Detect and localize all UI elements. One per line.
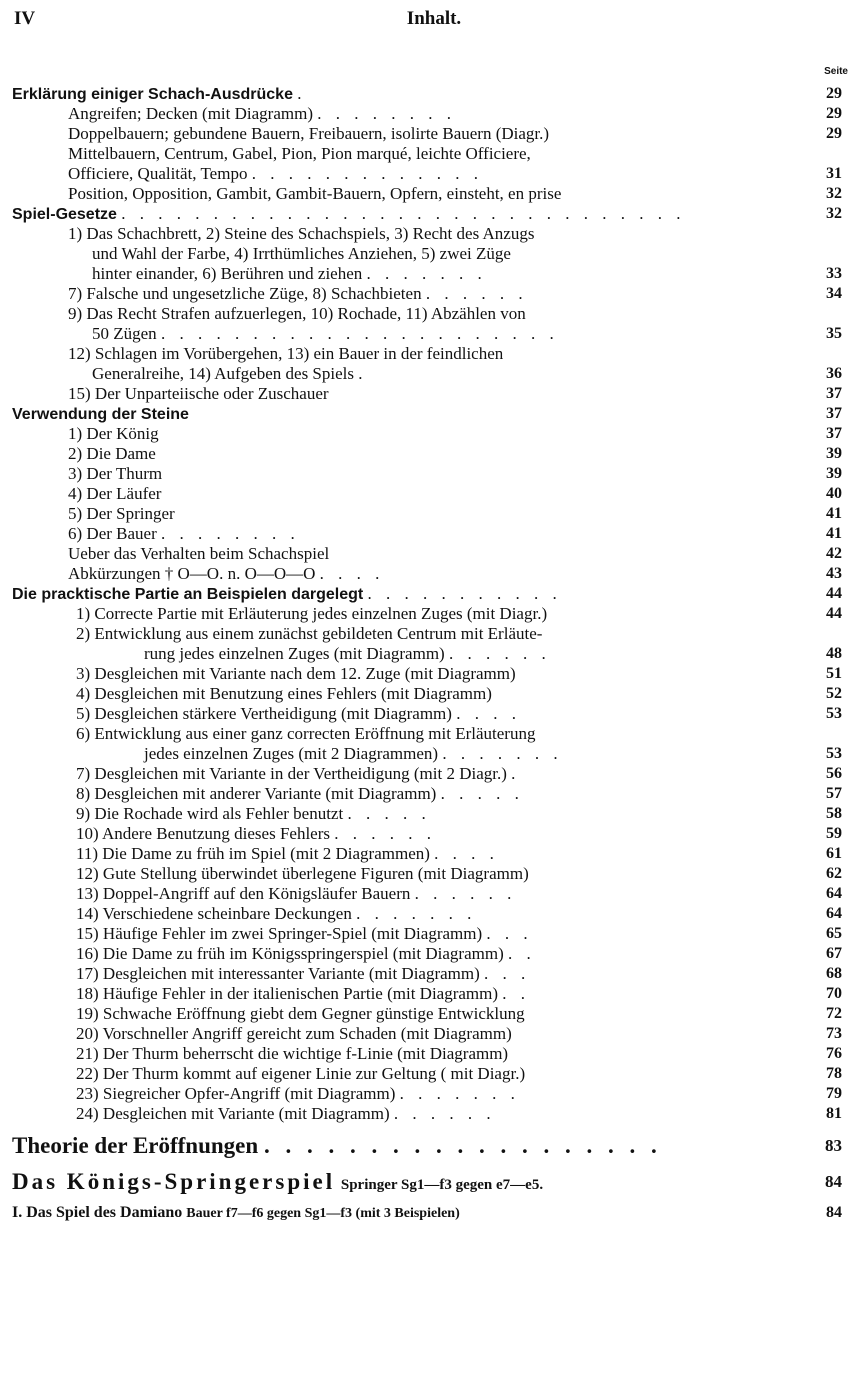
leader-dots: . . . . . . . . . . . . . (251, 164, 483, 183)
page-ref: 84 (826, 1204, 842, 1221)
page-ref: 41 (826, 525, 842, 542)
entry-title: 7) Desgleichen mit Variante in der Vertheidigung (mit 2 Diagr.) (76, 764, 507, 783)
leader-dots: . . . (484, 964, 531, 983)
toc-entry (12, 1064, 842, 1084)
major-entry-text (12, 1132, 662, 1160)
toc-entry (12, 284, 842, 304)
major-entry-text (12, 1168, 543, 1199)
toc-entry (12, 1024, 842, 1044)
page-ref: 68 (826, 965, 842, 982)
leader-dots: . . . . . (440, 784, 524, 803)
major-entry (12, 1132, 842, 1160)
seite-column-label: Seite (824, 66, 848, 77)
page-header (14, 6, 854, 36)
toc-entry-text (76, 944, 536, 964)
entry-title: hinter einander, 6) Berühren und ziehen (92, 264, 363, 283)
toc-entry-text (12, 584, 562, 605)
major-title: Theorie der Eröffnungen (12, 1133, 259, 1158)
leader-dots: . . . . . . . (399, 1084, 520, 1103)
page-ref: 44 (826, 605, 842, 622)
toc-entry (12, 84, 842, 104)
toc-entry (12, 864, 842, 884)
toc-entry-text (76, 864, 529, 884)
page-ref: 42 (826, 545, 842, 562)
page-ref: 37 (826, 405, 842, 422)
page-ref: 81 (826, 1105, 842, 1122)
toc-entry-text (76, 684, 492, 704)
entry-title: 20) Vorschneller Angriff gereicht zum Schaden (mit Diagramm) (76, 1024, 512, 1043)
major-title: Das Königs-Springerspiel (12, 1169, 336, 1194)
entry-title: 12) Gute Stellung überwindet überlegene Figuren (mit Diagramm) (76, 864, 529, 883)
leader-dots: . (358, 364, 368, 383)
entry-title: 1) Correcte Partie mit Erläuterung jedes einzelnen Zuges (mit Diagr.) (76, 604, 548, 623)
toc-entry (12, 644, 842, 664)
page-title: Inhalt. (406, 8, 462, 29)
toc-entry (12, 564, 842, 584)
page-ref: 57 (826, 785, 842, 802)
entry-title: 14) Verschiedene scheinbare Deckungen (76, 904, 352, 923)
entry-title: 13) Doppel-Angriff auf den Königsläufer Bauern (76, 884, 411, 903)
page-ref: 37 (826, 385, 842, 402)
entry-title: 17) Desgleichen mit interessanter Variante (mit Diagramm) (76, 964, 480, 983)
toc-entry (12, 684, 842, 704)
toc-entry (12, 264, 842, 284)
entry-title: 1) Das Schachbrett, 2) Steine des Schachspiels, 3) Recht des Anzugs (68, 224, 535, 243)
toc-entry-text (76, 924, 533, 944)
final-entry-title: I. Das Spiel des Damiano (12, 1204, 183, 1221)
toc-entry (12, 424, 842, 444)
page-ref: 58 (826, 805, 842, 822)
entry-title: Mittelbauern, Centrum, Gabel, Pion, Pion marqué, leichte Officiere, (68, 144, 531, 163)
page-ref: 79 (826, 1085, 842, 1102)
page-ref: 70 (826, 985, 842, 1002)
toc-entry-text (68, 224, 534, 244)
toc-entry-text (68, 384, 329, 404)
entry-title: 2) Entwicklung aus einem zunächst gebildeten Centrum mit Erläute- (76, 624, 543, 643)
entry-title: 5) Desgleichen stärkere Vertheidigung (mit Diagramm) (76, 704, 452, 723)
page-ref: 32 (826, 185, 842, 202)
entry-title: 5) Der Springer (68, 504, 175, 523)
toc-entry-text (76, 1064, 525, 1084)
toc-entry-text (12, 84, 306, 105)
toc-entry (12, 164, 842, 184)
page-ref: 64 (826, 905, 842, 922)
toc-entry-text (68, 464, 162, 484)
toc-entry (12, 584, 842, 604)
toc-entry-text (76, 1044, 508, 1064)
toc-entry (12, 144, 842, 164)
entry-title: 18) Häufige Fehler in der italienischen Partie (mit Diagramm) (76, 984, 499, 1003)
final-entry (12, 1200, 842, 1226)
page-ref: 52 (826, 685, 842, 702)
toc-entry (12, 1004, 842, 1024)
toc-entry (12, 224, 842, 244)
toc-entry-text (76, 804, 431, 824)
toc-entry-text (76, 1024, 512, 1044)
entry-title: 1) Der König (68, 424, 159, 443)
toc-entry (12, 604, 842, 624)
section-title: Verwendung der Steine (12, 406, 189, 423)
toc-entry-text (92, 364, 368, 384)
toc-entry (12, 104, 842, 124)
toc-entry-text (68, 524, 300, 544)
toc-entry-text (68, 444, 156, 464)
entry-title: rung jedes einzelnen Zuges (mit Diagramm) (144, 644, 445, 663)
leader-dots: . . . . . . (393, 1104, 496, 1123)
toc-entry-text (68, 104, 456, 124)
page-ref: 59 (826, 825, 842, 842)
toc-entry-text (76, 704, 521, 724)
leader-dots: . . . . . . . . . . . . . . . . . . . (263, 1133, 662, 1158)
toc-entry-text (68, 144, 531, 164)
leader-dots: . . . . . (347, 804, 431, 823)
toc-entry (12, 384, 842, 404)
page-ref: 29 (826, 125, 842, 142)
entry-title: 4) Desgleichen mit Benutzung eines Fehlers (mit Diagramm) (76, 684, 492, 703)
toc-entry (12, 464, 842, 484)
toc-entry (12, 124, 842, 144)
toc-entry-text (144, 644, 551, 664)
toc-entry (12, 444, 842, 464)
page-ref: 36 (826, 365, 842, 382)
toc-entry (12, 724, 842, 744)
page-ref: 40 (826, 485, 842, 502)
toc-entry (12, 364, 842, 384)
leader-dots: . (297, 84, 307, 103)
final-entry-subtitle: Bauer f7—f6 gegen Sg1—f3 (mit 3 Beispielen) (186, 1206, 460, 1221)
page-ref: 64 (826, 885, 842, 902)
page-ref: 53 (826, 745, 842, 762)
entry-title: 2) Die Dame (68, 444, 156, 463)
page-ref: 76 (826, 1045, 842, 1062)
toc-entry (12, 704, 842, 724)
entry-title: 10) Andere Benutzung dieses Fehlers (76, 824, 330, 843)
entry-title: 23) Siegreicher Opfer-Angriff (mit Diagramm) (76, 1084, 396, 1103)
section-title: Spiel-Gesetze (12, 206, 117, 223)
toc-entry-text (68, 344, 503, 364)
toc-entry-text (76, 604, 547, 624)
toc-entry-text (76, 844, 499, 864)
toc-entry (12, 344, 842, 364)
leader-dots: . . . . . . . . (161, 524, 300, 543)
toc-entry-text (92, 244, 511, 264)
toc-entry (12, 1104, 842, 1124)
page-ref: 62 (826, 865, 842, 882)
leader-dots: . . . . (319, 564, 385, 583)
entry-title: 6) Entwicklung aus einer ganz correcten Eröffnung mit Erläuterung (76, 724, 536, 743)
entry-title: und Wahl der Farbe, 4) Irrthümliches Anziehen, 5) zwei Züge (92, 244, 511, 263)
leader-dots: . . . . (456, 704, 521, 723)
page-ref: 34 (826, 285, 842, 302)
entry-title: 4) Der Läufer (68, 484, 162, 503)
leader-dots: . . . . . . (414, 884, 517, 903)
toc-entry (12, 1044, 842, 1064)
toc-entry (12, 804, 842, 824)
page-ref: 78 (826, 1065, 842, 1082)
leader-dots: . . . . . . . (356, 904, 477, 923)
toc-entry (12, 244, 842, 264)
leader-dots: . . . . . . (448, 644, 551, 663)
toc-entry (12, 624, 842, 644)
entry-title: 16) Die Dame zu früh im Königsspringerspiel (mit Diagramm) (76, 944, 504, 963)
section-title: Die pracktische Partie an Beispielen dargelegt (12, 586, 364, 603)
toc-entry (12, 484, 842, 504)
leader-dots: . . . (486, 924, 533, 943)
entry-title: Officiere, Qualität, Tempo (68, 164, 248, 183)
toc-entry (12, 304, 842, 324)
toc-entry-text (68, 504, 175, 524)
page-ref: 29 (826, 105, 842, 122)
leader-dots: . . . . . . (334, 824, 436, 843)
entry-title: 21) Der Thurm beherrscht die wichtige f-Linie (mit Diagramm) (76, 1044, 509, 1063)
toc-entry (12, 844, 842, 864)
page-ref: 43 (826, 565, 842, 582)
page-ref: 37 (826, 425, 842, 442)
toc-entry (12, 184, 842, 204)
toc-entry (12, 964, 842, 984)
page-ref: 48 (826, 645, 842, 662)
entry-title: 8) Desgleichen mit anderer Variante (mit Diagramm) (76, 784, 437, 803)
toc-entry (12, 904, 842, 924)
entry-title: 3) Desgleichen mit Variante nach dem 12. Zuge (mit Diagramm) (76, 664, 516, 683)
toc-entry-text (12, 404, 189, 425)
toc-entry-text (76, 724, 535, 744)
toc-entry-text (68, 424, 159, 444)
entry-title: Doppelbauern; gebundene Bauern, Freibauern, isolirte Bauern (Diagr.) (68, 124, 550, 143)
leader-dots: . . . . (434, 844, 499, 863)
page-ref: 56 (826, 765, 842, 782)
toc-entry-text (68, 484, 161, 504)
entry-title: 50 Zügen (92, 324, 157, 343)
section-title: Erklärung einiger Schach-Ausdrücke (12, 86, 293, 103)
entry-title: jedes einzelnen Zuges (mit 2 Diagrammen) (144, 744, 439, 763)
toc-entry-text (76, 964, 530, 984)
toc-entry-text (76, 764, 520, 784)
leader-dots: . . (507, 944, 536, 963)
final-entry-text (12, 1200, 460, 1227)
toc-entry-text (92, 324, 559, 344)
toc-entry (12, 664, 842, 684)
entry-title: 7) Falsche und ungesetzliche Züge, 8) Schachbieten (68, 284, 422, 303)
page-ref: 61 (826, 845, 842, 862)
entry-title: 12) Schlagen im Vorübergehen, 13) ein Bauer in der feindlichen (68, 344, 504, 363)
toc-entry (12, 764, 842, 784)
leader-dots: . . . . . . . . (317, 104, 456, 123)
toc-entry (12, 884, 842, 904)
toc-entry-text (76, 664, 516, 684)
entry-title: 15) Häufige Fehler im zwei Springer-Spiel (mit Diagramm) (76, 924, 483, 943)
page-ref: 32 (826, 205, 842, 222)
major-subtitle: Springer Sg1—f3 gegen e7—e5. (340, 1177, 544, 1193)
toc-entry-text (76, 624, 542, 644)
toc-entry-text (76, 984, 530, 1004)
page-ref: 44 (826, 585, 842, 602)
table-of-contents (12, 84, 842, 1226)
leader-dots: . . (502, 984, 531, 1003)
entry-title: 19) Schwache Eröffnung giebt dem Gegner günstige Entwicklung (76, 1004, 525, 1023)
entry-title: 6) Der Bauer (68, 524, 157, 543)
page-ref: 51 (826, 665, 842, 682)
toc-entry (12, 784, 842, 804)
entry-title: 22) Der Thurm kommt auf eigener Linie zur Geltung ( mit Diagr.) (76, 1064, 526, 1083)
entry-title: Position, Opposition, Gambit, Gambit-Bauern, Opfern, einsteht, en prise (68, 184, 562, 203)
entry-title: 9) Das Recht Strafen aufzuerlegen, 10) Rochade, 11) Abzählen von (68, 304, 526, 323)
leader-dots: . . . . . . . (366, 264, 487, 283)
page-ref: 39 (826, 465, 842, 482)
page-ref: 39 (826, 445, 842, 462)
toc-entry (12, 824, 842, 844)
toc-entry-text (92, 264, 487, 284)
toc-entry-text (76, 824, 436, 844)
page-ref: 29 (826, 85, 842, 102)
major-entry (12, 1168, 842, 1196)
toc-entry-text (68, 124, 549, 144)
page-ref: 33 (826, 265, 842, 282)
entry-title: Angreifen; Decken (mit Diagramm) (68, 104, 313, 123)
page-ref: 84 (825, 1172, 842, 1191)
entry-title: 24) Desgleichen mit Variante (mit Diagramm) (76, 1104, 390, 1123)
toc-entry (12, 524, 842, 544)
entry-title: 3) Der Thurm (68, 464, 163, 483)
toc-entry-text (76, 1004, 525, 1024)
toc-entry-text (68, 164, 483, 184)
toc-entry-text (68, 544, 329, 564)
toc-entry (12, 204, 842, 224)
page-ref: 73 (826, 1025, 842, 1042)
entry-title: Abkürzungen † O—O. n. O—O—O (68, 564, 316, 583)
entry-title: Ueber das Verhalten beim Schachspiel (68, 544, 330, 563)
entry-title: 15) Der Unparteiische oder Zuschauer (68, 384, 329, 403)
page-ref: 35 (826, 325, 842, 342)
page-ref: 41 (826, 505, 842, 522)
leader-dots: . . . . . . . . . . . (367, 584, 562, 603)
leader-dots: . . . . . . (425, 284, 528, 303)
toc-entry (12, 924, 842, 944)
leader-dots: . (511, 764, 521, 783)
toc-entry-text (68, 564, 384, 584)
toc-entry-text (76, 904, 476, 924)
page-ref: 31 (826, 165, 842, 182)
toc-entry-text (76, 1084, 520, 1104)
toc-entry (12, 504, 842, 524)
toc-entry (12, 324, 842, 344)
toc-entry (12, 544, 842, 564)
toc-entry-text (68, 284, 528, 304)
toc-entry-text (76, 884, 516, 904)
page-ref: 67 (826, 945, 842, 962)
entry-title: Generalreihe, 14) Aufgeben des Spiels (92, 364, 354, 383)
leader-dots: . . . . . . . . . . . . . . . . . . . . . . . . . . . . . . . (121, 204, 686, 223)
toc-entry-text (144, 744, 563, 764)
page-ref: 83 (825, 1136, 842, 1155)
entry-title: 9) Die Rochade wird als Fehler benutzt (76, 804, 344, 823)
toc-entry (12, 1084, 842, 1104)
toc-entry-text (12, 204, 685, 225)
page-ref: 72 (826, 1005, 842, 1022)
entry-title: 11) Die Dame zu früh im Spiel (mit 2 Diagrammen) (76, 844, 430, 863)
page-ref: 53 (826, 705, 842, 722)
toc-entry (12, 944, 842, 964)
toc-entry-text (76, 784, 524, 804)
toc-entry (12, 984, 842, 1004)
toc-entry-text (68, 304, 526, 324)
toc-entry-text (76, 1104, 496, 1124)
page-ref: 65 (826, 925, 842, 942)
toc-entry-text (68, 184, 561, 204)
toc-entry (12, 744, 842, 764)
page-number: IV (14, 8, 36, 29)
leader-dots: . . . . . . . (442, 744, 563, 763)
toc-entry (12, 404, 842, 424)
leader-dots: . . . . . . . . . . . . . . . . . . . . . . (160, 324, 559, 343)
